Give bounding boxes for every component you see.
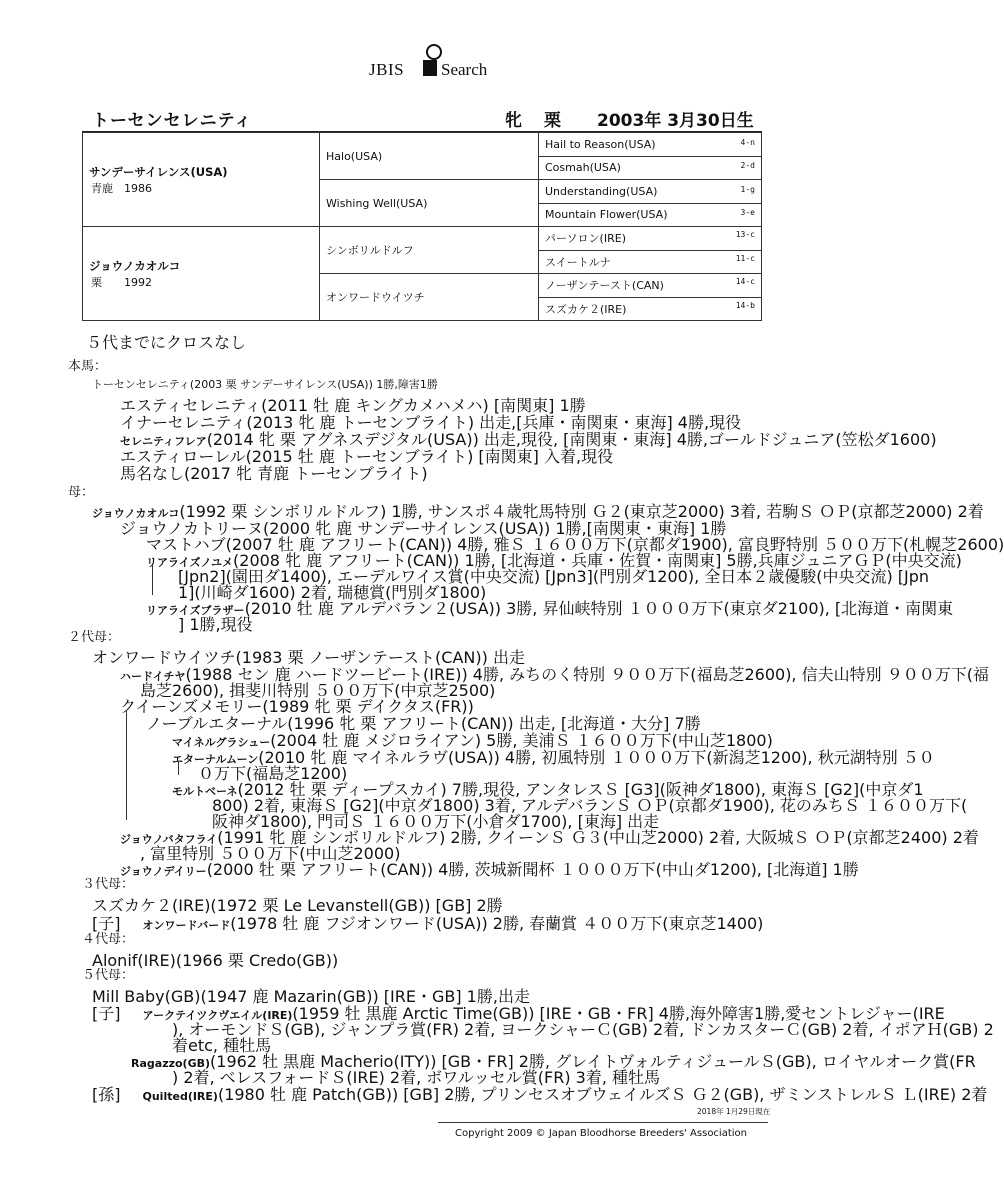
record-line: [92, 1082, 987, 1105]
pedigree-cell: Halo(USA): [320, 133, 539, 180]
section-heading: 母：: [68, 485, 95, 500]
horse-name: オンワードバード: [142, 919, 231, 932]
record-line: スズカケ２(IRE)(1972 栗 Le Levanstell(GB)) [GB] 2勝: [92, 896, 503, 915]
record-text: (2008 牝 鹿 アフリート(CAN)) 1勝, [北海道・兵庫・佐賀・南関東] 5勝,兵庫ジュニアＧＰ(中央交流): [233, 551, 962, 570]
as-of-date: 2018年 1月29日現在: [697, 1107, 771, 1116]
record-line: ノーブルエターナル(1996 牝 栗 アフリート(CAN)) 出走, [北海道・大分] 7勝: [146, 714, 701, 733]
record-line: トーセンセレニティ(2003 栗 サンデーサイレンス(USA)) 1勝,障害1勝: [92, 378, 438, 391]
pedigree-cell: [539, 203, 762, 227]
record-line: [92, 911, 763, 934]
ancestor-name: スイートルナ: [545, 255, 611, 269]
ancestor-name: Mountain Flower(USA): [545, 208, 668, 222]
horse-name: ハードイチヤ: [120, 670, 186, 683]
record-line: エスティセレニティ(2011 牡 鹿 キングカメハメハ) [南関東] 1勝: [120, 396, 586, 415]
pedigree-cell: [539, 274, 762, 298]
record-line: ] 1勝,現役: [178, 615, 253, 634]
pedigree-table: [82, 132, 762, 321]
record-line: 馬名なし(2017 牝 青鹿 トーセンブライト): [120, 464, 428, 483]
record-line: クイーンズメモリー(1989 牝 栗 デイクタス(FR)): [120, 697, 474, 716]
cross-note: ５代までにクロスなし: [86, 333, 247, 352]
record-text: (2004 牡 鹿 メジロライアン) 5勝, 美浦Ｓ １６００万下(中山芝1800): [270, 731, 773, 750]
horse-color: 栗: [544, 111, 561, 131]
pedigree-cell: [539, 133, 762, 157]
dam-detail: 栗 1992: [91, 275, 152, 289]
record-line: 1](川崎ダ1600) 2着, 瑞穂賞(門別ダ1800): [178, 583, 487, 602]
copyright-text: Copyright 2009 © Japan Bloodhorse Breeders' Association: [455, 1128, 747, 1139]
family-code: 3-e: [740, 208, 755, 218]
logo-text-jbis: JBIS: [369, 60, 405, 79]
section-heading: ５代母：: [82, 968, 135, 983]
sire-name: サンデーサイレンス(USA): [89, 164, 228, 179]
record-line: エスティローレル(2015 牡 鹿 トーセンブライト) [南関東] 入着,現役: [120, 447, 614, 466]
record-text: (1992 栗 シンボリルドルフ) 1勝, サンスポ４歳牝馬特別 Ｇ２(東京芝2000) 3着, 若駒Ｓ ＯＰ(京都芝2000) 2着: [179, 502, 984, 521]
record-line: [120, 857, 859, 880]
record-line: マストハブ(2007 牡 鹿 アフリート(CAN)) 4勝, 雅Ｓ １６００万下(京都ダ1900), 富良野特別 ５００万下(札幌芝2600): [146, 535, 1004, 554]
record-text: (1988 セン 鹿 ハードツービート(IRE)) 4勝, みちのく特別 ９００万下(福島芝2600), 信夫山特別 ９００万下(福: [185, 665, 989, 684]
section-heading: ３代母：: [82, 877, 135, 892]
tree-line: [152, 565, 153, 595]
section-heading: 本馬：: [68, 359, 108, 374]
horse-name: Ragazzo(GB): [131, 1057, 211, 1070]
record-line: 着etc, 種牡馬: [172, 1036, 272, 1055]
section-heading: ４代母：: [82, 932, 135, 947]
tree-line: [126, 710, 127, 820]
pedigree-sire: [83, 133, 320, 227]
ancestor-name: スズカケ２(IRE): [545, 302, 627, 316]
record-line: 阪神ダ1800), 門司Ｓ １６００万下(小倉ダ1700), [東海] 出走: [212, 812, 660, 831]
horse-name: リアライズノユメ: [146, 556, 234, 569]
family-code: 4-n: [740, 137, 755, 147]
record-line: オンワードウイツチ(1983 栗 ノーザンテースト(CAN)) 出走: [92, 648, 525, 667]
record-line: [146, 596, 953, 619]
record-line: 島芝2600), 揖斐川特別 ５００万下(中京芝2500): [140, 681, 496, 700]
record-line: ０万下(福島芝1200): [198, 764, 348, 783]
pedigree-dam: [83, 227, 320, 321]
horse-header: [82, 101, 762, 132]
horse-name: アークテイツクヴエイル(IRE): [142, 1009, 293, 1022]
record-text: (1978 牡 鹿 フジオンワード(USA)) 2勝, 春蘭賞 ４００万下(東京芝1400): [230, 914, 764, 933]
record-text: (2010 牝 鹿 マイネルラヴ(USA)) 4勝, 初風特別 １０００万下(新潟芝1200), 秋元湖特別 ５０: [258, 748, 935, 767]
horse-sex: 牝: [505, 111, 522, 131]
record-text: (2000 牡 栗 アフリート(CAN)) 4勝, 茨城新聞杯 １０００万下(中山ダ1200), [北海道] 1勝: [206, 860, 859, 879]
record-text: (2012 牡 栗 ディープスカイ) 7勝,現役, アンタレスＳ [G3](阪神ダ1800), 東海Ｓ [G2](中京ダ1: [237, 780, 924, 799]
record-line: 800) 2着, 東海Ｓ [G2](中京ダ1800) 3着, アルデバランＳ ＯＰ(京都ダ1900), 花のみちＳ １６００万下(: [212, 796, 968, 815]
record-line: ), オーモンドＳ(GB), ジャンプラ賞(FR) 2着, ヨークシャーＣ(GB) 2着, ドンカスターＣ(GB) 2着, イポアＨ(GB) 2: [172, 1020, 994, 1039]
record-text: (2010 牡 鹿 アルデバラン２(USA)) 3勝, 昇仙峡特別 １０００万下(東京ダ2100), [北海道・南関東: [244, 599, 954, 618]
pedigree-cell: [539, 227, 762, 251]
family-code: 14-c: [735, 277, 755, 287]
record-line: ジョウノカトリーヌ(2000 牝 鹿 サンデーサイレンス(USA)) 1勝,[南関東・東海] 1勝: [120, 519, 727, 538]
horse-birthdate: 2003年 3月30日生: [597, 111, 754, 131]
record-line: [Jpn2](園田ダ1400), エーデルワイス賞(中央交流) [Jpn3](門別ダ1200), 全日本２歳優駿(中央交流) [Jpn: [178, 567, 930, 586]
record-text: (1962 牡 黒鹿 Macherio(ITY)) [GB・FR] 2勝, グレイトヴォルティジュールＳ(GB), ロイヤルオーク賞(FR: [210, 1052, 976, 1071]
ancestor-name: ノーザンテースト(CAN): [545, 279, 664, 293]
dam-name: ジョウノカオルコ: [89, 258, 181, 273]
horse-name: エターナルムーン: [172, 753, 259, 766]
pedigree-cell: [539, 156, 762, 180]
magnifier-icon: [426, 44, 442, 60]
record-text: (1991 牝 鹿 シンボリルドルフ) 2勝, クイーンＳ Ｇ３(中山芝2000) 2着, 大阪城Ｓ ＯＰ(京都芝2400) 2着: [217, 828, 979, 847]
horse-name: Quilted(IRE): [142, 1090, 218, 1103]
section-heading: ２代母：: [68, 630, 121, 645]
record-text: (2014 牝 栗 アグネスデジタル(USA)) 出走,現役, [南関東・東海] 4勝,ゴールドジュニア(笠松ダ1600): [206, 430, 937, 449]
pedigree-cell: オンワードウイツチ: [320, 274, 539, 321]
footer-divider: [438, 1122, 768, 1123]
horse-name: ジョウノデイリー: [120, 865, 207, 878]
record-text: (1959 牡 黒鹿 Arctic Time(GB)) [IRE・GB・FR] 4勝,海外障害1勝,愛セントレジャー(IRE: [292, 1004, 945, 1023]
ancestor-name: Understanding(USA): [545, 184, 658, 198]
pedigree-cell: [539, 297, 762, 321]
horse-name: モルトベーネ: [172, 785, 238, 798]
tree-line: [178, 761, 179, 775]
pedigree-cell: Wishing Well(USA): [320, 180, 539, 227]
record-line: , 富里特別 ５００万下(中山芝2000): [140, 844, 401, 863]
horse-name: リアライズブラザー: [146, 604, 245, 617]
family-code: 14-b: [735, 300, 755, 310]
pedigree-cell: [539, 180, 762, 204]
relation-tag: [子]: [92, 914, 121, 933]
ancestor-name: Cosmah(USA): [545, 161, 621, 175]
relation-tag: [子]: [92, 1004, 121, 1023]
record-line: イナーセレニティ(2013 牝 鹿 トーセンブライト) 出走,[兵庫・南関東・東海] 4勝,現役: [120, 413, 742, 432]
record-text: (1980 牡 鹿 Patch(GB)) [GB] 2勝, プリンセスオブウェイルズＳ Ｇ２(GB), ザミンストレルＳ Ｌ(IRE) 2着: [217, 1085, 988, 1104]
horse-name: ジョウノカオルコ: [92, 507, 180, 520]
family-code: 11-c: [735, 253, 755, 263]
record-line: ) 2着, ベレスフォードＳ(IRE) 2着, ボワルッセル賞(FR) 3着, 種牡馬: [172, 1068, 661, 1087]
ancestor-name: パーソロン(IRE): [545, 232, 626, 246]
sire-detail: 青鹿 1986: [91, 181, 152, 195]
family-code: 2-d: [740, 161, 755, 171]
horse-name: トーセンセレニティ: [92, 111, 253, 131]
horse-name: マイネルグラシュー: [172, 736, 271, 749]
pedigree-cell: シンボリルドルフ: [320, 227, 539, 274]
horse-name: ジョウノバタフライ: [120, 833, 218, 846]
pedigree-cell: [539, 250, 762, 274]
logo-text-search: Search: [441, 60, 488, 79]
ancestor-name: Hail to Reason(USA): [545, 137, 656, 151]
jbis-search-logo: [365, 38, 495, 82]
horse-name: セレニティフレア: [120, 435, 207, 448]
record-line: Mill Baby(GB)(1947 鹿 Mazarin(GB)) [IRE・GB] 1勝,出走: [92, 987, 530, 1006]
record-line: Alonif(IRE)(1966 栗 Credo(GB)): [92, 951, 339, 970]
family-code: 1-g: [740, 184, 755, 194]
logo-block-icon: [423, 60, 437, 76]
relation-tag: [孫]: [92, 1085, 121, 1104]
family-code: 13-c: [735, 230, 755, 240]
